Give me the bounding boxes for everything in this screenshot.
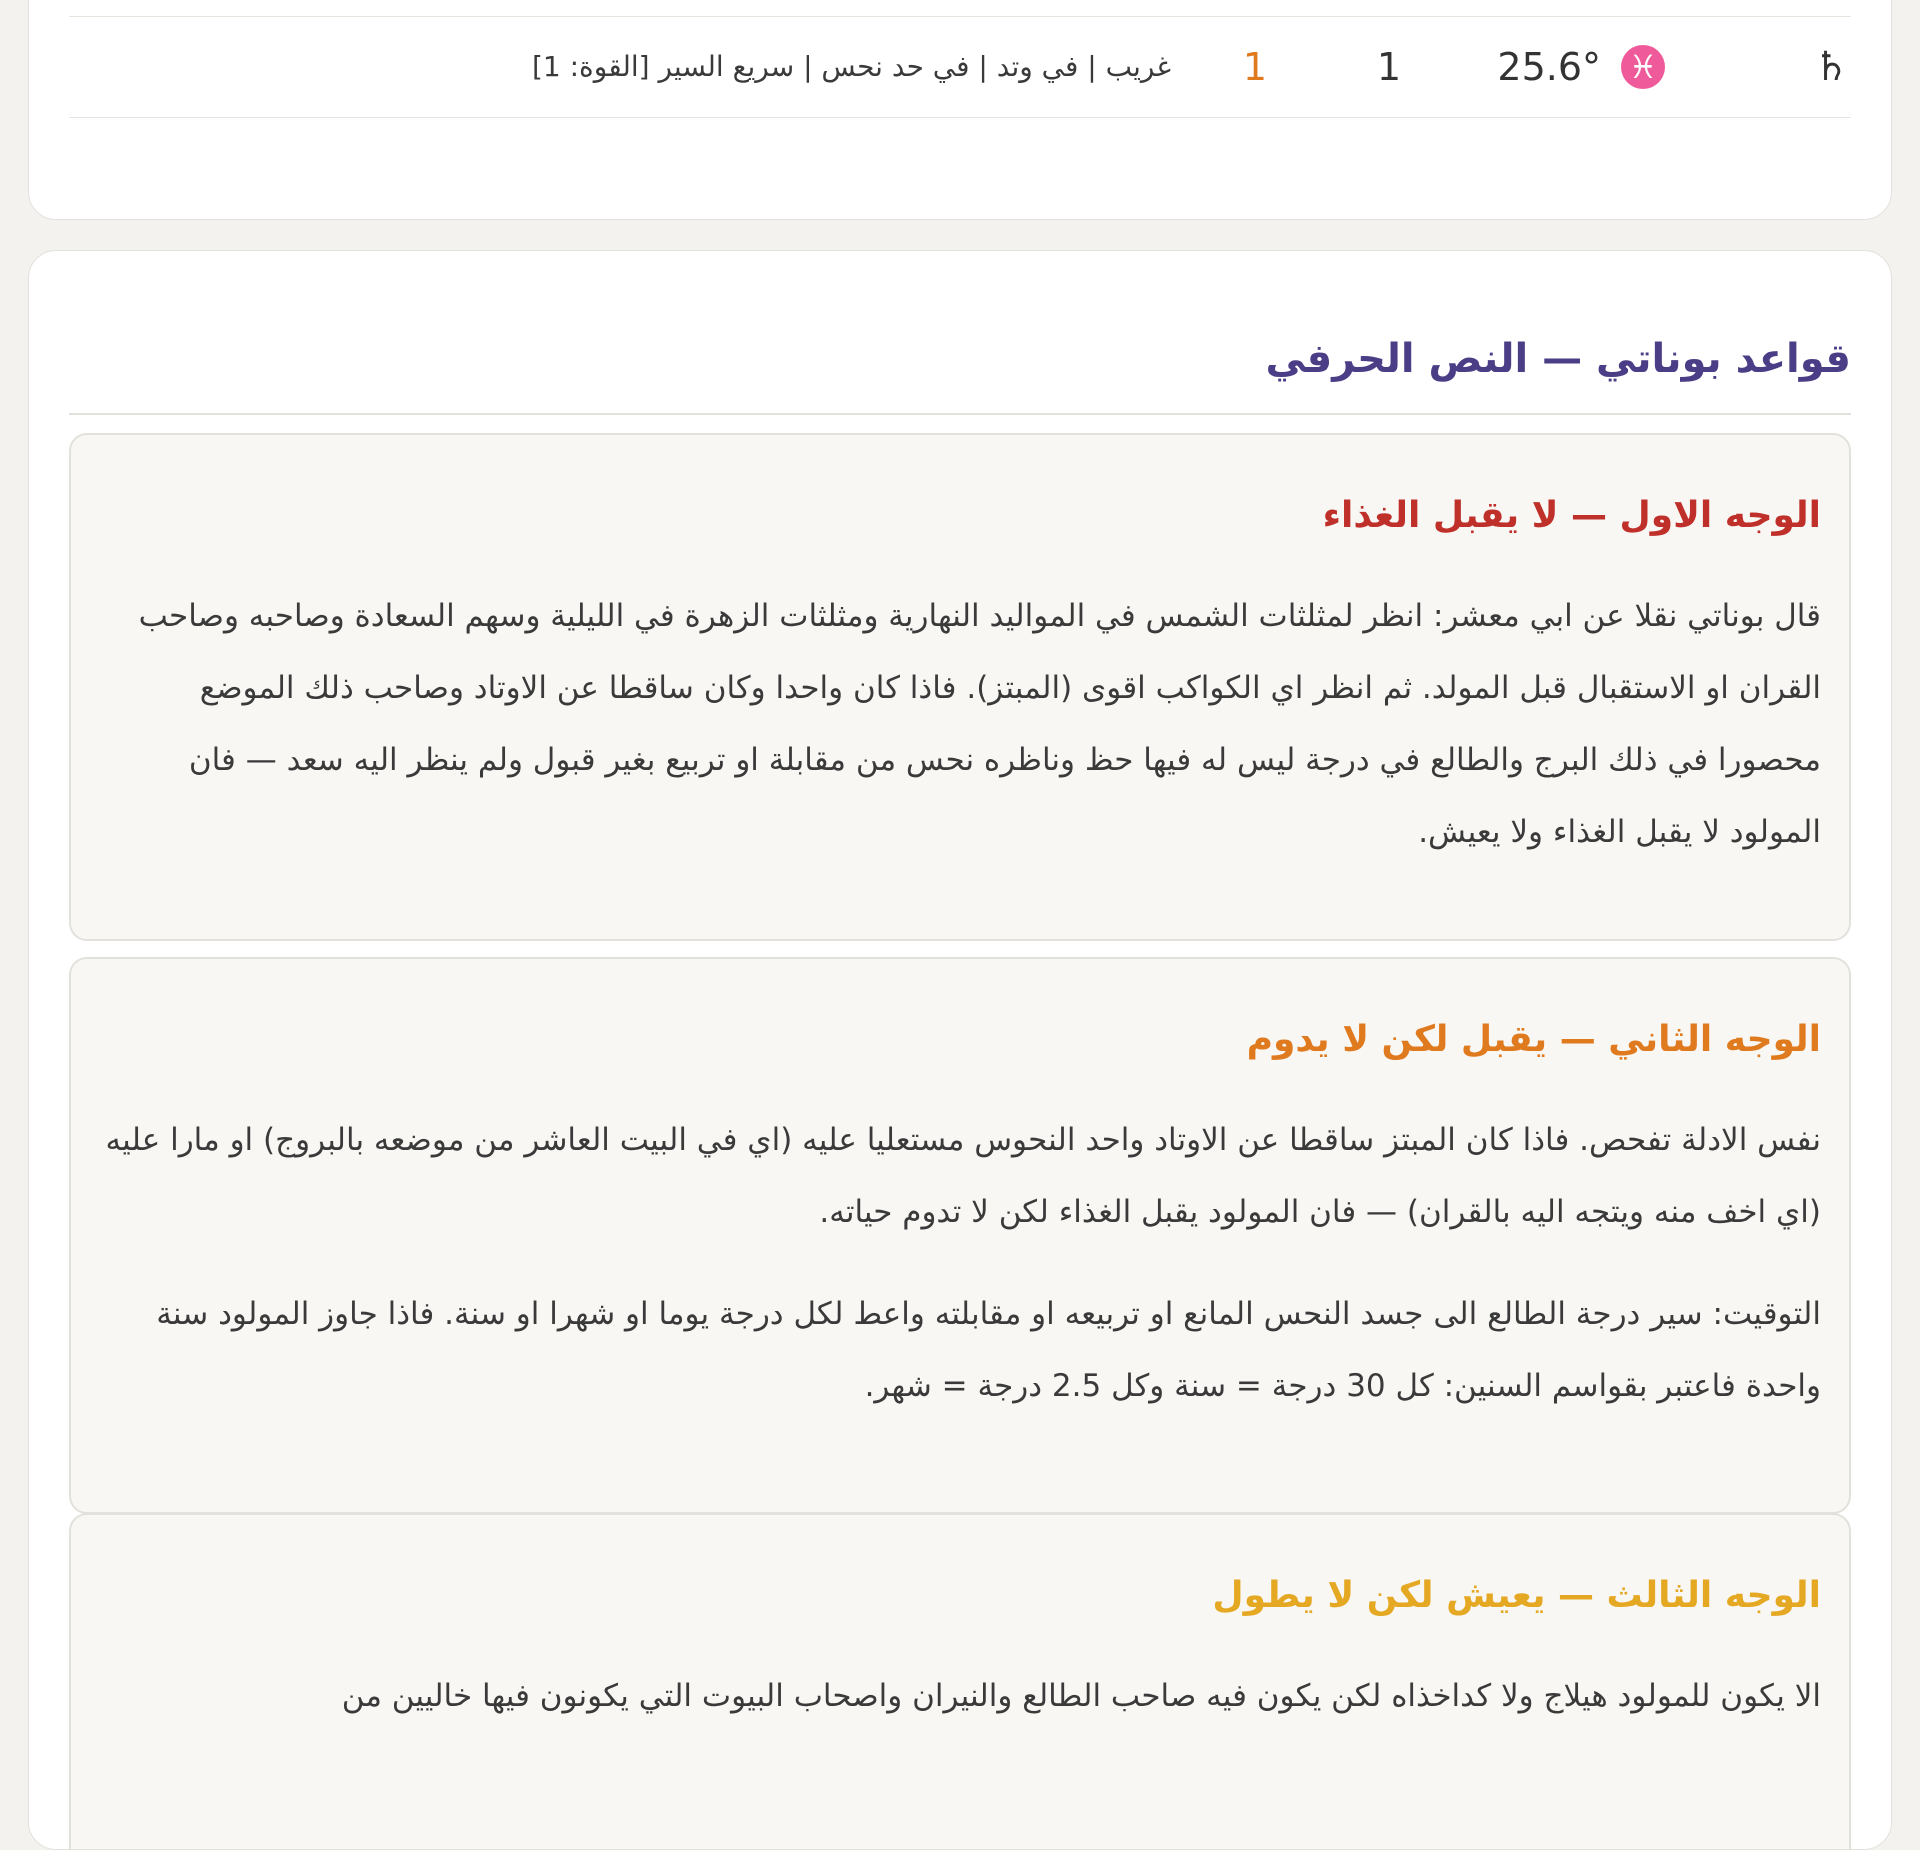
house-number (1359, 0, 1419, 16)
table-row (69, 0, 1851, 17)
house-number: 1 (1376, 45, 1402, 89)
jupiter-glyph-icon (1809, 0, 1849, 16)
section-divider (69, 413, 1851, 415)
face-paragraph-timing: التوقيت: سير درجة الطالع الى جسد النحس المانع او تربيعه او مقابلته واعط لكل درجة يوما او شهرا او سنة. فاذا جاوز المولود سنة واحدة فاعتبر بقواسم السنين: كل 30 درجة = سنة وكل 2.5 درجة = شهر. (156, 1295, 1821, 1404)
face-title: الوجه الثاني — يقبل لكن لا يدوم (1246, 1019, 1821, 1060)
face-card-second (69, 957, 1851, 1514)
dignity-description (471, 0, 1171, 16)
face-paragraph: الا يكون للمولود هيلاج ولا كداخذاه لكن يكون فيه صاحب الطالع والنيران واصحاب البيوت التي يكونون فيها خاليين من (341, 1677, 1821, 1714)
face-paragraph: نفس الادلة تفحص. فاذا كان المبتز ساقطا عن الاوتاد واحد النحوس مستعليا عليه (اي في البيت العاشر من موضعه بالبروج) او مارا عليه (اي اخف منه ويتجه اليه بالقران) — فان المولود يقبل الغذاء لكن لا تدوم حياته. (105, 1121, 1821, 1230)
strength-score (1225, 0, 1285, 16)
face-title: الوجه الاول — لا يقبل الغذاء (1322, 495, 1821, 536)
bonatti-rules-card (28, 250, 1892, 1850)
strength-score: 1 (1242, 45, 1268, 89)
face-card-third (69, 1513, 1851, 1850)
table-row (69, 17, 1851, 118)
degree-value: 25.6° (1497, 45, 1601, 89)
face-title: الوجه الثالث — يعيش لكن لا يطول (1212, 1575, 1821, 1616)
section-title: قواعد بوناتي — النص الحرفي (1265, 336, 1851, 382)
face-paragraph: قال بوناتي نقلا عن ابي معشر: انظر لمثلثات الشمس في المواليد النهارية ومثلثات الزهرة في الليلية وسهم السعادة وصاحبه وصاحب القران او الاستقبال قبل المولد. ثم انظر اي الكواكب اقوى (المبتز). فاذا كان واحدا وكان ساقطا عن الاوتاد وصاحب ذلك الموضع محصورا في ذلك البرج والطالع في درجة ليس له فيها حظ وناظره نحس من مقابلة او تربيع بغير قبول ولم ينظر اليه سعد — فان المولود لا يقبل الغذاء ولا يعيش. (138, 597, 1821, 850)
face-card-first (69, 433, 1851, 941)
dignity-description: غريب | في وتد | في حد نحس | سريع السير [القوة: 1] (531, 50, 1171, 83)
planet-table-card (28, 0, 1892, 220)
degree-value (1461, 0, 1601, 16)
pisces-sign-icon: ♓ (1621, 45, 1665, 89)
saturn-glyph-icon: ♄ (1813, 44, 1849, 90)
